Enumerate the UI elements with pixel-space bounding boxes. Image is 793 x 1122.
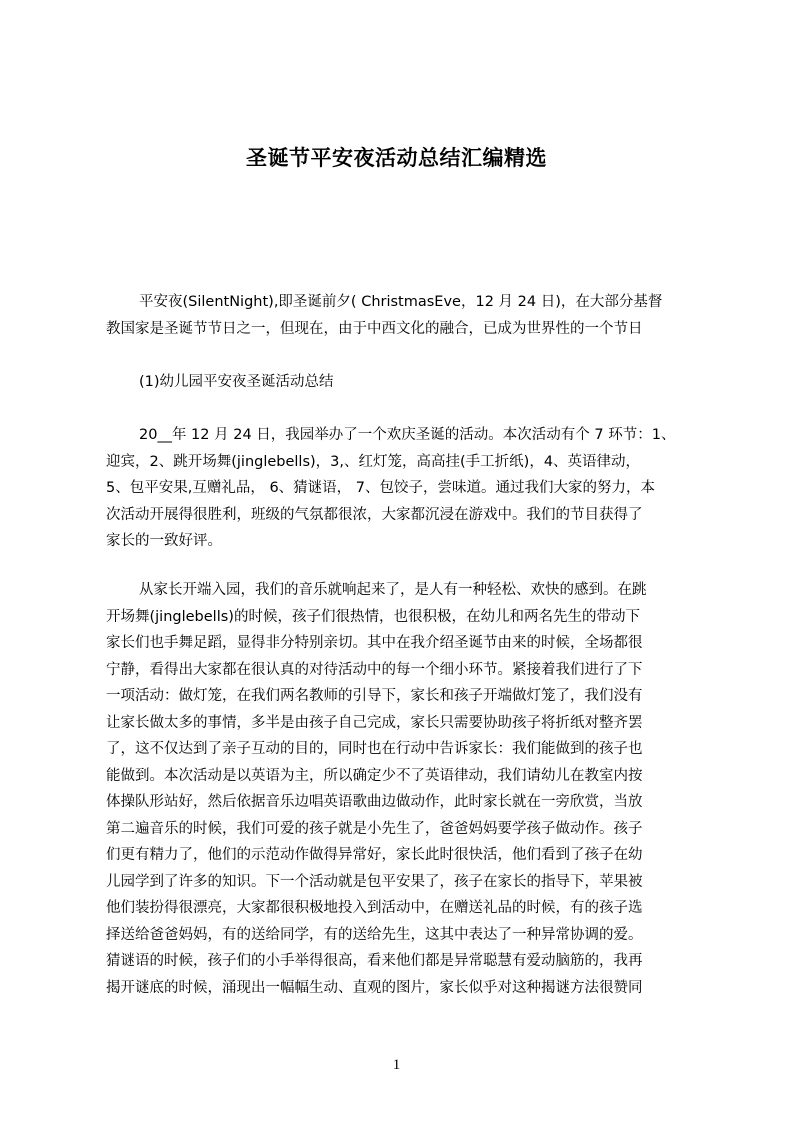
page-number: 1 — [392, 1057, 401, 1073]
paragraph-line: 让家长做太多的事情，多半是由孩子自己完成，家长只需要协助孩子将折纸对整齐罢 — [106, 714, 643, 731]
paragraph-line: 儿园学到了许多的知识。下一个活动就是包平安果了，孩子在家长的指导下，苹果被 — [106, 873, 643, 890]
paragraph-line: 从家长开端入园，我们的音乐就响起来了，是人有一种轻松、欢快的感到。在跳 — [139, 582, 647, 598]
intro-paragraph — [106, 289, 696, 342]
paragraph-line: 他们装扮得很漂亮，大家都很积极地投入到活动中，在赠送礼品的时候，有的孩子选 — [106, 900, 643, 916]
paragraph-line: 第二遍音乐的时候，我们可爱的孩子就是小先生了，爸爸妈妈要学孩子做动作。孩子 — [106, 820, 643, 837]
paragraph-line: 平安夜(SilentNight),即圣诞前夕( ChristmasEve，12 月 24 日)，在大部分基督 — [139, 294, 663, 310]
document-title: 圣诞节平安夜活动总结汇编精选 — [246, 146, 547, 170]
paragraph-line: 家长们也手舞足蹈，显得非分特别亲切。其中在我介绍圣诞节由来的时候，全场都很 — [106, 635, 643, 651]
paragraph-line: 一项活动：做灯笼，在我们两名教师的引导下，家长和孩子开端做灯笼了，我们没有 — [106, 688, 643, 704]
paragraph-line: 们更有精力了，他们的示范动作做得异常好，家长此时很快活，他们看到了孩子在幼 — [106, 847, 643, 863]
activity-overview-paragraph — [106, 422, 696, 555]
paragraph-line: 迎宾，2、跳开场舞(jinglebells)，3,、红灯笼，高高挂(手工折纸)，4、英语律动， — [106, 453, 641, 470]
paragraph-line: 猜谜语的时候，孩子们的小手举得很高，看来他们都是异常聪慧有爱动脑筋的，我再 — [106, 953, 643, 969]
paragraph-line: 次活动开展得很胜利，班级的气氛都很浓，大家都沉浸在游戏中。我们的节目获得了 — [106, 506, 643, 523]
paragraph-line: 20__年 12 月 24 日，我园举办了一个欢庆圣诞的活动。本次活动有个 7 环节：1、 — [139, 427, 676, 443]
activity-detail-paragraph — [106, 577, 696, 1001]
paragraph-line: 教国家是圣诞节节日之一，但现在，由于中西文化的融合，已成为世界性的一个节日 — [106, 320, 643, 337]
paragraph-line: 家长的一致好评。 — [106, 533, 222, 549]
paragraph-line: 揭开谜底的时候，涌现出一幅幅生动、直观的图片，家长似乎对这种揭谜方法很赞同 — [106, 979, 643, 996]
paragraph-line: 能做到。本次活动是以英语为主，所以确定少不了英语律动，我们请幼儿在教室内按 — [106, 767, 643, 784]
paragraph-line: 5、包平安果,互赠礼品， 6、猜谜语， 7、包饺子，尝味道。通过我们大家的努力，本 — [106, 480, 656, 496]
paragraph-line: 择送给爸爸妈妈，有的送给同学，有的送给先生，这其中表达了一种异常协调的爱。 — [106, 926, 643, 943]
paragraph-line: 开场舞(jinglebells)的时候，孩子们很热情，也很积极，在幼儿和两名先生的带动下 — [106, 608, 640, 625]
paragraph-line: 了，这不仅达到了亲子互动的目的，同时也在行动中告诉家长：我们能做到的孩子也 — [106, 741, 643, 757]
section-heading — [106, 369, 696, 396]
section-heading-text: (1)幼儿园平安夜圣诞活动总结 — [139, 374, 334, 390]
paragraph-line: 体操队形站好，然后依据音乐边唱英语歌曲边做动作，此时家长就在一旁欣赏，当放 — [106, 794, 643, 810]
paragraph-line: 宁静，看得出大家都在很认真的对待活动中的每一个细小环节。紧接着我们进行了下 — [106, 661, 643, 678]
